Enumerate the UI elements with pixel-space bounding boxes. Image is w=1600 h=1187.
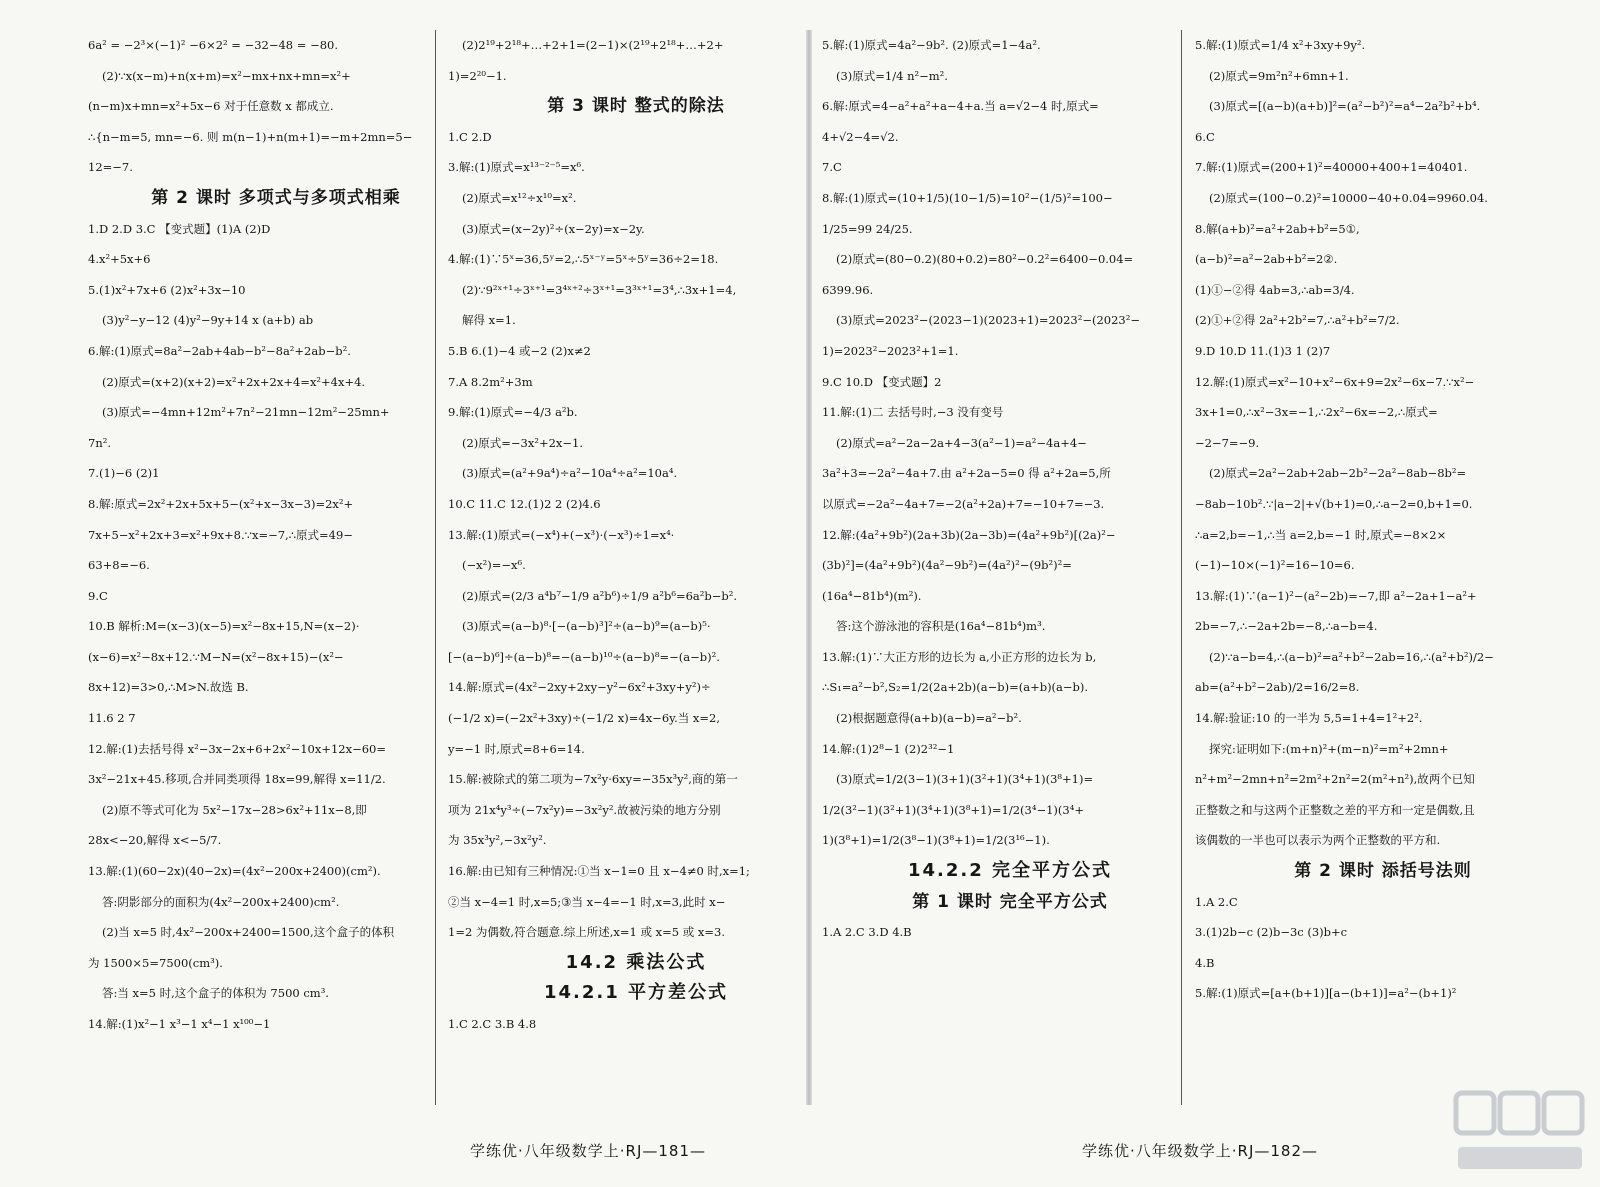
column-divider	[435, 30, 436, 1105]
section-heading: 14.2 乘法公式	[565, 951, 707, 973]
section-heading: 14.2.1 平方差公式	[543, 982, 729, 1004]
answer-line: 11.解:(1)二 去括号时,−3 没有变号	[822, 405, 1004, 420]
answer-line: (3b)²]=(4a²+9b²)(4a²−9b²)=(4a²)²−(9b²)²=	[822, 558, 1072, 573]
answer-line: 1=2 为偶数,符合题意.综上所述,x=1 或 x=5 或 x=3.	[448, 925, 725, 940]
answer-line: 为 1500×5=7500(cm³).	[88, 955, 223, 970]
answer-line: 9.D 10.D 11.(1)3 1 (2)7	[1195, 343, 1331, 358]
section-heading: 第 3 课时 整式的除法	[547, 96, 725, 117]
answer-line: 7n².	[88, 435, 111, 450]
answer-line: 项为 21x⁴y³÷(−7x²y)=−3x²y².故被污染的地方分别	[448, 802, 721, 817]
answer-line: 9.C 10.D 【变式题】2	[822, 374, 942, 389]
answer-line: 3.解:(1)原式=x¹³⁻²⁻⁵=x⁶.	[448, 160, 585, 175]
answer-line: 8.解:原式=2x²+2x+5x+5−(x²+x−3x−3)=2x²+	[88, 496, 354, 511]
answer-line: 7.(1)−6 (2)1	[88, 466, 160, 481]
answer-line: 1)(3⁸+1)=1/2(3⁸−1)(3⁸+1)=1/2(3¹⁶−1).	[822, 833, 1050, 848]
answer-line: 3a²+3=−2a²−4a+7.由 a²+2a−5=0 得 a²+2a=5,所	[822, 466, 1111, 481]
answer-line: 9.C	[88, 588, 108, 603]
answer-line: 10.B 解析:M=(x−3)(x−5)=x²−8x+15,N=(x−2)·	[88, 619, 360, 634]
answer-line: 1.A 2.C	[1195, 894, 1238, 909]
answer-line: (−1/2 x)=(−2x²+3xy)÷(−1/2 x)=4x−6y.当 x=2,	[448, 711, 721, 726]
answer-line: (2)当 x=5 时,4x²−200x+2400=1500,这个盒子的体积	[102, 925, 395, 940]
watermark-logo-icon	[1450, 1085, 1590, 1180]
answer-line: 12.解:(1)原式=x²−10+x²−6x+9=2x²−6x−7.∵x²−	[1195, 374, 1475, 389]
answer-line: (2)原式=2a²−2ab+2ab−2b²−2a²−8ab−8b²=	[1209, 466, 1467, 481]
answer-line: 13.解:(1)原式=(−x⁴)+(−x³)·(−x³)÷1=x⁴·	[448, 527, 675, 542]
answer-line: 正整数之和与这两个正整数之差的平方和一定是偶数,且	[1195, 802, 1475, 817]
answer-line: 6a² = −2³×(−1)² −6×2² = −32−48 = −80.	[88, 38, 338, 52]
answer-line: 12.解:(1)去括号得 x²−3x−2x+6+2x²−10x+12x−60=	[88, 741, 386, 756]
answer-line: (2)原式=(80−0.2)(80+0.2)=80²−0.2²=6400−0.04=	[836, 252, 1134, 267]
answer-line: 6399.96.	[822, 282, 874, 297]
answer-line: 13.解:(1)∵(a−1)²−(a²−2b)=−7,即 a²−2a+1−a²+	[1195, 588, 1477, 603]
answer-line: 10.C 11.C 12.(1)2 2 (2)4.6	[448, 496, 601, 511]
answer-line: 3x+1=0,∴x²−3x=−1,∴2x²−6x=−2,∴原式=	[1195, 405, 1438, 420]
answer-line: 以原式=−2a²−4a+7=−2(a²+2a)+7=−10+7=−3.	[822, 496, 1105, 511]
answer-line: 2b=−7,∴−2a+2b=−8,∴a−b=4.	[1195, 619, 1378, 634]
answer-line: (2)原式=9m²n²+6mn+1.	[1209, 68, 1349, 83]
answer-line: 8.解(a+b)²=a²+2ab+b²=5①,	[1195, 221, 1360, 236]
answer-line: 16.解:由已知有三种情况:①当 x−1=0 且 x−4≠0 时,x=1;	[448, 864, 750, 879]
answer-line: 12.解:(4a²+9b²)(2a+3b)(2a−3b)=(4a²+9b²)[(2a)²−	[822, 527, 1116, 542]
answer-line: (16a⁴−81b⁴)(m²).	[822, 588, 922, 603]
answer-line: 13.解:(1)∵大正方形的边长为 a,小正方形的边长为 b,	[822, 649, 1097, 664]
answer-line: [−(a−b)⁶]÷(a−b)⁸=−(a−b)¹⁰÷(a−b)⁸=−(a−b)².	[448, 649, 720, 664]
section-heading: 第 1 课时 完全平方公式	[912, 891, 1108, 912]
answer-line: 1)=2023²−2023²+1=1.	[822, 343, 959, 358]
answer-line: (2)∵a−b=4,∴(a−b)²=a²+b²−2ab=16,∴(a²+b²)/2−	[1209, 649, 1494, 664]
answer-line: 7.A 8.2m²+3m	[448, 374, 533, 389]
answer-line: 3x²−21x+45.移项,合并同类项得 18x=99,解得 x=11/2.	[88, 772, 386, 787]
answer-line: 5.解:(1)原式=[a+(b+1)][a−(b+1)]=a²−(b+1)²	[1195, 986, 1457, 1001]
answer-column-1	[88, 30, 464, 1100]
answer-line: 4.解:(1)∵5ˣ=36,5ʸ=2,∴5ˣ⁻ʸ=5ˣ÷5ʸ=36÷2=18.	[448, 252, 719, 267]
answer-line: (−x²)=−x⁶.	[462, 558, 526, 573]
answer-line: (3)原式=2023²−(2023−1)(2023+1)=2023²−(2023²−	[836, 313, 1140, 328]
answer-line: (3)原式=[(a−b)(a+b)]²=(a²−b²)²=a⁴−2a²b²+b⁴.	[1209, 99, 1481, 114]
answer-line: (2)原式=a²−2a−2a+4−3(a²−1)=a²−4a+4−	[836, 435, 1087, 450]
answer-line: (−1)−10×(−1)²=16−10=6.	[1195, 558, 1355, 573]
answer-line: (3)原式=1/4 n²−m².	[836, 68, 948, 83]
answer-line: 6.C	[1195, 129, 1215, 144]
answer-line: 5.(1)x²+7x+6 (2)x²+3x−10	[88, 282, 246, 297]
answer-line: 答:阴影部分的面积为(4x²−200x+2400)cm².	[102, 894, 340, 909]
page-gutter	[806, 30, 812, 1105]
answer-line: 1.A 2.C 3.D 4.B	[822, 925, 912, 940]
answer-line: (2)原式=(100−0.2)²=10000−40+0.04=9960.04.	[1209, 190, 1488, 205]
answer-line: 7.C	[822, 160, 842, 175]
answer-line: 6.解:原式=4−a²+a²+a−4+a.当 a=√2−4 时,原式=	[822, 99, 1099, 114]
answer-line: 4+√2−4=√2.	[822, 129, 899, 144]
answer-line: (2)2¹⁹+2¹⁸+…+2+1=(2−1)×(2¹⁹+2¹⁸+…+2+	[462, 38, 724, 52]
answer-line: −2−7=−9.	[1195, 435, 1260, 450]
answer-line: (x−6)=x²−8x+12.∵M−N=(x²−8x+15)−(x²−	[88, 649, 344, 664]
answer-line: 14.解:(1)x²−1 x³−1 x⁴−1 x¹⁰⁰−1	[88, 1017, 271, 1031]
answer-line: 7.解:(1)原式=(200+1)²=40000+400+1=40401.	[1195, 160, 1468, 175]
answer-line: 1/25=99 24/25.	[822, 221, 913, 236]
answer-line: (2)根据题意得(a+b)(a−b)=a²−b².	[836, 711, 1022, 726]
answer-line: 解得 x=1.	[462, 313, 516, 328]
answer-line: ∴{n−m=5, mn=−6. 则 m(n−1)+n(m+1)=−m+2mn=5−	[88, 129, 413, 144]
answer-line: (2)原式=−3x²+2x−1.	[462, 435, 584, 450]
answer-column-2	[448, 30, 824, 1100]
section-heading: 14.2.2 完全平方公式	[907, 860, 1113, 882]
answer-line: 8x+12)=3>0,∴M>N.故选 B.	[88, 680, 249, 695]
answer-line: −8ab−10b².∵|a−2|+√(b+1)=0,∴a−2=0,b+1=0.	[1195, 496, 1473, 511]
answer-line: (a−b)²=a²−2ab+b²=2②.	[1195, 252, 1338, 267]
answer-line: n²+m²−2mn+n²=2m²+2n²=2(m²+n²),故两个已知	[1195, 772, 1475, 787]
answer-line: 1/2(3²−1)(3²+1)(3⁴+1)(3⁸+1)=1/2(3⁴−1)(3⁴+	[822, 802, 1084, 817]
answer-line: (2)原式=x¹²÷x¹⁰=x².	[462, 190, 577, 205]
answer-line: (2)原式=(2/3 a⁴b⁷−1/9 a²b⁶)÷1/9 a²b⁶=6a²b−b².	[462, 588, 738, 603]
answer-line: 1.C 2.C 3.B 4.8	[448, 1017, 537, 1031]
answer-line: ab=(a²+b²−2ab)/2=16/2=8.	[1195, 680, 1360, 695]
answer-line: (3)原式=(a²+9a⁴)÷a²−10a⁴÷a²=10a⁴.	[462, 466, 678, 481]
answer-column-4	[1195, 30, 1571, 1100]
answer-line: 5.解:(1)原式=1/4 x²+3xy+9y².	[1195, 38, 1366, 52]
answer-line: (3)原式=(a−b)⁸·[−(a−b)³]²÷(a−b)⁹=(a−b)⁵·	[462, 619, 711, 634]
answer-line: 5.B 6.(1)−4 或−2 (2)x≠2	[448, 343, 591, 358]
answer-line: 3.(1)2b−c (2)b−3c (3)b+c	[1195, 925, 1348, 940]
answer-line: 答:这个游泳池的容积是(16a⁴−81b⁴)m³.	[836, 619, 1046, 634]
answer-line: 63+8=−6.	[88, 558, 150, 573]
answer-line: y=−1 时,原式=8+6=14.	[448, 741, 585, 756]
answer-line: 探究:证明如下:(m+n)²+(m−n)²=m²+2mn+	[1209, 741, 1449, 756]
section-heading: 第 2 课时 多项式与多项式相乘	[151, 187, 401, 208]
answer-line: (3)y²−y−12 (4)y²−9y+14 x (a+b) ab	[102, 313, 314, 328]
answer-line: ∴a=2,b=−1,∴当 a=2,b=−1 时,原式=−8×2×	[1195, 527, 1447, 542]
answer-line: (2)∵x(x−m)+n(x+m)=x²−mx+nx+mn=x²+	[102, 68, 351, 83]
answer-line: 14.解:(1)2⁸−1 (2)2³²−1	[822, 741, 955, 756]
answer-line: 7x+5−x²+2x+3=x²+9x+8.∵x=−7,∴原式=49−	[88, 527, 353, 542]
answer-column-3	[822, 30, 1198, 1100]
page-footer-left: 学练优·八年级数学上·RJ—181—	[470, 1142, 707, 1160]
answer-line: 9.解:(1)原式=−4/3 a²b.	[448, 405, 578, 420]
answer-line: 该偶数的一半也可以表示为两个正整数的平方和.	[1195, 833, 1441, 848]
answer-line: 为 35x³y²,−3x²y².	[448, 833, 547, 848]
column-divider	[1181, 30, 1182, 1105]
answer-line: (3)原式=−4mn+12m²+7n²−21mn−12m²−25mn+	[102, 405, 390, 420]
answer-line: 28x<−20,解得 x<−5/7.	[88, 833, 222, 848]
answer-line: (3)原式=(x−2y)²÷(x−2y)=x−2y.	[462, 221, 645, 236]
answer-line: 答:当 x=5 时,这个盒子的体积为 7500 cm³.	[102, 986, 329, 1001]
answer-line: 1.D 2.D 3.C 【变式题】(1)A (2)D	[88, 221, 271, 236]
answer-line: 8.解:(1)原式=(10+1/5)(10−1/5)=10²−(1/5)²=100−	[822, 190, 1113, 205]
answer-line: 6.解:(1)原式=8a²−2ab+4ab−b²−8a²+2ab−b².	[88, 343, 351, 358]
answer-line: ∴S₁=a²−b²,S₂=1/2(2a+2b)(a−b)=(a+b)(a−b).	[822, 680, 1089, 695]
answer-line: (n−m)x+mn=x²+5x−6 对于任意数 x 都成立.	[88, 99, 334, 114]
answer-line: 1)=2²⁰−1.	[448, 68, 507, 83]
answer-line: 4.B	[1195, 955, 1215, 970]
answer-line: (2)原式=(x+2)(x+2)=x²+2x+2x+4=x²+4x+4.	[102, 374, 366, 389]
page-footer-right: 学练优·八年级数学上·RJ—182—	[1082, 1142, 1319, 1160]
answer-line: 13.解:(1)(60−2x)(40−2x)=(4x²−200x+2400)(cm²).	[88, 864, 381, 879]
answer-line: (2)①+②得 2a²+2b²=7,∴a²+b²=7/2.	[1195, 313, 1400, 328]
answer-line: ②当 x−4=1 时,x=5;③当 x−4=−1 时,x=3,此时 x−	[448, 894, 726, 909]
answer-line: 12=−7.	[88, 160, 133, 175]
answer-line: 14.解:原式=(4x²−2xy+2xy−y²−6x²+3xy+y²)÷	[448, 680, 711, 695]
answer-line: 5.解:(1)原式=4a²−9b². (2)原式=1−4a².	[822, 38, 1041, 52]
answer-line: (1)①−②得 4ab=3,∴ab=3/4.	[1195, 282, 1355, 297]
answer-line: (2)原不等式可化为 5x²−17x−28>6x²+11x−8,即	[102, 802, 367, 817]
section-heading: 第 2 课时 添括号法则	[1294, 861, 1472, 882]
answer-line: (2)∵9²ˣ⁺¹÷3ˣ⁺¹=3⁴ˣ⁺²÷3ˣ⁺¹=3³ˣ⁺¹=3⁴,∴3x+1=4,	[462, 282, 737, 297]
answer-line: (3)原式=1/2(3−1)(3+1)(3²+1)(3⁴+1)(3⁸+1)=	[836, 772, 1094, 787]
answer-line: 14.解:验证:10 的一半为 5,5=1+4=1²+2².	[1195, 711, 1423, 726]
answer-line: 15.解:被除式的第二项为−7x²y·6xy=−35x³y²,商的第一	[448, 772, 738, 787]
answer-line: 11.6 2 7	[88, 711, 136, 726]
answer-line: 4.x²+5x+6	[88, 252, 151, 267]
answer-line: 1.C 2.D	[448, 129, 492, 144]
